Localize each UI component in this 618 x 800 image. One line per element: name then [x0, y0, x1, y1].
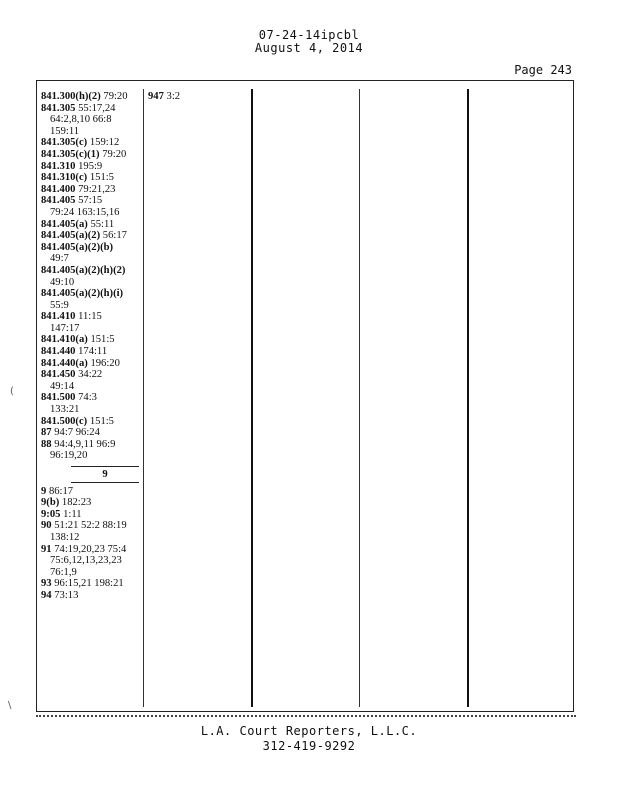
index-reference: 133:21	[50, 404, 80, 416]
index-term: 9(b)	[41, 497, 60, 509]
index-term: 9:05	[41, 508, 61, 520]
index-term: 841.405(a)(2)	[41, 230, 101, 242]
index-reference: 56:17	[102, 230, 127, 242]
reporter-phone: 312-419-9292	[262, 739, 356, 753]
index-column-1	[41, 91, 141, 602]
index-table	[36, 80, 574, 712]
index-reference: 76:1,9	[50, 566, 77, 578]
index-entry	[41, 91, 141, 103]
index-entry	[41, 520, 141, 543]
index-term: 841.300(h)(2)	[41, 91, 101, 102]
index-reference: 55:9	[50, 299, 69, 311]
column-divider	[359, 89, 360, 707]
index-reference: 55:17,24	[78, 102, 116, 114]
index-entry	[41, 219, 141, 231]
index-entry	[41, 265, 141, 288]
index-reference: 57:15	[78, 195, 103, 207]
index-entry	[41, 334, 141, 346]
index-reference: 49:14	[50, 380, 75, 392]
transcript-date: August 4, 2014	[254, 41, 364, 55]
index-reference: 1:11	[63, 508, 82, 520]
index-entry	[41, 346, 141, 358]
index-reference: 49:7	[50, 253, 69, 265]
index-entry-list	[41, 91, 141, 462]
page-number: Page 243	[514, 63, 572, 77]
index-entry	[41, 439, 141, 462]
reporter-name: L.A. Court Reporters, L.L.C.	[200, 724, 418, 738]
index-term: 90	[41, 520, 52, 532]
index-entry	[41, 509, 141, 521]
index-term: 841.305	[41, 102, 76, 114]
index-term: 841.405	[41, 195, 76, 207]
index-term: 841.440	[41, 346, 76, 358]
column-divider	[467, 89, 469, 707]
index-reference: 74:19,20,23 75:4	[54, 543, 127, 555]
index-reference: 174:11	[78, 346, 108, 358]
index-reference: 94:4,9,11 96:9	[54, 438, 116, 450]
index-term: 93	[41, 578, 52, 590]
index-reference: 79:24 163:15,16	[50, 206, 120, 218]
column-divider	[251, 89, 253, 707]
index-term: 841.500	[41, 392, 76, 404]
index-entry	[41, 172, 141, 184]
index-entry	[41, 427, 141, 439]
index-reference: 96:15,21 198:21	[54, 578, 124, 590]
index-entry	[41, 184, 141, 196]
index-reference: 196:20	[90, 357, 120, 369]
index-term: 94	[41, 589, 52, 601]
index-reference: 86:17	[48, 485, 74, 497]
index-entry	[41, 358, 141, 370]
index-term: 841.305(c)	[41, 137, 88, 149]
index-term: 91	[41, 543, 52, 555]
index-column-2	[148, 91, 248, 103]
index-entry	[41, 230, 141, 242]
table-bottom-rule	[36, 712, 576, 717]
index-reference: 195:9	[78, 160, 103, 172]
index-reference: 159:11	[50, 125, 80, 137]
index-entry-list	[41, 486, 141, 602]
index-term: 841.310	[41, 160, 76, 172]
index-entry	[41, 590, 141, 602]
index-entry	[41, 578, 141, 590]
index-reference: 49:10	[50, 276, 75, 288]
index-term: 841.500(c)	[41, 415, 88, 427]
index-reference: 138:12	[50, 531, 80, 543]
index-reference: 3:2	[166, 91, 181, 102]
index-entry	[41, 103, 141, 138]
scan-mark: \	[8, 700, 12, 711]
index-reference: 34:22	[78, 369, 103, 381]
index-entry	[41, 544, 141, 579]
index-entry	[41, 392, 141, 415]
index-reference: 64:2,8,10 66:8	[50, 114, 112, 126]
index-reference: 79:21,23	[78, 183, 116, 195]
index-entry-list	[148, 91, 248, 103]
section-heading: 9	[71, 466, 139, 483]
index-term: 841.410(a)	[41, 334, 88, 346]
index-term: 841.405(a)(2)(b)	[41, 241, 114, 253]
index-reference: 159:12	[89, 137, 120, 149]
index-entry	[41, 161, 141, 173]
index-entry	[41, 242, 141, 265]
index-term: 841.440(a)	[41, 357, 88, 369]
transcript-id: 07-24-14ipcbl	[258, 28, 360, 42]
index-entry	[41, 137, 141, 149]
index-reference: 147:17	[50, 322, 80, 334]
index-reference: 151:5	[89, 172, 114, 184]
index-term: 841.405(a)	[41, 218, 88, 230]
index-reference: 151:5	[89, 415, 114, 427]
column-divider	[143, 89, 144, 707]
index-entry	[41, 486, 141, 498]
index-reference: 11:15	[78, 311, 102, 323]
index-term: 841.405(a)(2)(h)(2)	[41, 264, 126, 276]
index-reference: 73:13	[54, 589, 79, 601]
index-term: 947	[148, 91, 164, 102]
index-reference: 79:20	[102, 148, 127, 160]
index-term: 841.400	[41, 183, 76, 195]
index-term: 841.305(c)(1)	[41, 148, 100, 160]
index-entry	[41, 497, 141, 509]
index-reference: 94:7 96:24	[54, 427, 100, 439]
scan-mark: (	[10, 386, 14, 397]
index-reference: 51:21 52:2 88:19	[54, 520, 127, 532]
index-term: 87	[41, 427, 52, 439]
index-term: 841.450	[41, 369, 76, 381]
index-reference: 182:23	[61, 497, 92, 509]
index-reference: 75:6,12,13,23,23	[50, 555, 122, 567]
index-term: 841.405(a)(2)(h)(i)	[41, 288, 124, 300]
index-reference: 55:11	[90, 218, 115, 230]
index-entry	[41, 195, 141, 218]
index-term: 9	[41, 485, 47, 497]
index-entry	[148, 91, 248, 103]
index-term: 841.310(c)	[41, 172, 88, 184]
index-entry	[41, 288, 141, 311]
index-reference: 96:19,20	[50, 450, 88, 462]
index-entry	[41, 416, 141, 428]
index-entry	[41, 311, 141, 334]
index-reference: 151:5	[90, 334, 115, 346]
index-reference: 74:3	[78, 392, 97, 404]
index-entry	[41, 369, 141, 392]
index-entry	[41, 149, 141, 161]
index-reference: 79:20	[103, 91, 128, 102]
index-term: 841.410	[41, 311, 76, 323]
index-term: 88	[41, 438, 52, 450]
